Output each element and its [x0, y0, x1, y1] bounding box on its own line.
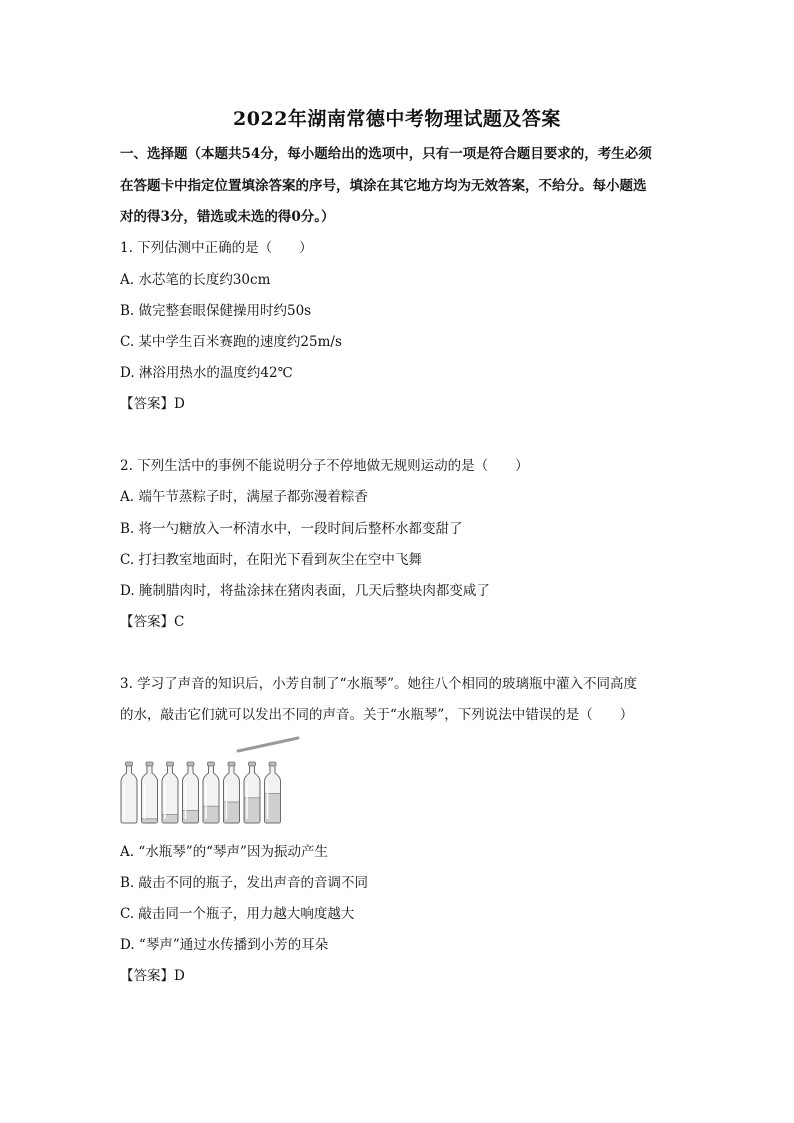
section-instructions-line2: 在答题卡中指定位置填涂答案的序号，填涂在其它地方均为无效答案，不给分。每小题选 [120, 178, 647, 194]
question-3-option-c: C. 敲击同一个瓶子，用力越大响度越大 [120, 906, 355, 922]
water-fill [142, 819, 157, 823]
question-2-option-c: C. 打扫教室地面时，在阳光下看到灰尘在空中飞舞 [120, 552, 422, 568]
question-1-answer: 【答案】D [120, 396, 185, 412]
question-1-option-b: B. 做完整套眼保健操用时约50s [120, 303, 312, 319]
bottle-8 [265, 762, 281, 823]
question-1-stem: 1. 下列估测中正确的是（ ） [120, 240, 313, 256]
bottles-group [121, 762, 281, 823]
question-2-answer: 【答案】C [120, 614, 185, 630]
bottle-2 [142, 762, 158, 823]
section-instructions-line3: 对的得3分，错选或未选的得0分。） [120, 209, 335, 225]
question-1-option-d: D. 淋浴用热水的温度约42℃ [120, 365, 293, 381]
bottle-1 [121, 762, 137, 823]
bottle-6 [224, 762, 240, 823]
bottle-5 [203, 762, 219, 823]
bottle-4 [183, 762, 199, 823]
question-2-option-a: A. 端午节蒸粽子时，满屋子都弥漫着粽香 [120, 489, 368, 505]
page-title: 2022年湖南常德中考物理试题及答案 [233, 108, 561, 130]
question-2-option-b: B. 将一勺糖放入一杯清水中，一段时间后整杯水都变甜了 [120, 521, 463, 537]
bottle-7 [244, 762, 260, 823]
question-1-option-c: C. 某中学生百米赛跑的速度约25m/s [120, 334, 342, 350]
question-3-stem-line2: 的水，敲击它们就可以发出不同的声音。关于“水瓶琴”，下列说法中错误的是（ ） [120, 707, 634, 723]
question-3-option-a: A. “水瓶琴”的“琴声”因为振动产生 [120, 844, 328, 860]
bottle-3 [162, 762, 178, 823]
water-bottle-xylophone-figure [118, 735, 308, 830]
question-3-answer: 【答案】D [120, 968, 185, 984]
striker-stick [238, 738, 298, 751]
question-1-option-a: A. 水芯笔的长度约30cm [120, 272, 271, 288]
question-2-option-d: D. 腌制腊肉时，将盐涂抹在猪肉表面，几天后整块肉都变咸了 [120, 583, 490, 599]
question-2-stem: 2. 下列生活中的事例不能说明分子不停地做无规则运动的是（ ） [120, 458, 529, 474]
question-3-option-d: D. “琴声”通过水传播到小芳的耳朵 [120, 937, 329, 953]
question-3-option-b: B. 敲击不同的瓶子，发出声音的音调不同 [120, 875, 369, 891]
question-3-stem-line1: 3. 学习了声音的知识后，小芳自制了“水瓶琴”。她往八个相同的玻璃瓶中灌入不同高度 [120, 676, 637, 692]
section-instructions-line1: 一、选择题（本题共54分，每小题给出的选项中，只有一项是符合题目要求的，考生必须 [120, 146, 652, 162]
